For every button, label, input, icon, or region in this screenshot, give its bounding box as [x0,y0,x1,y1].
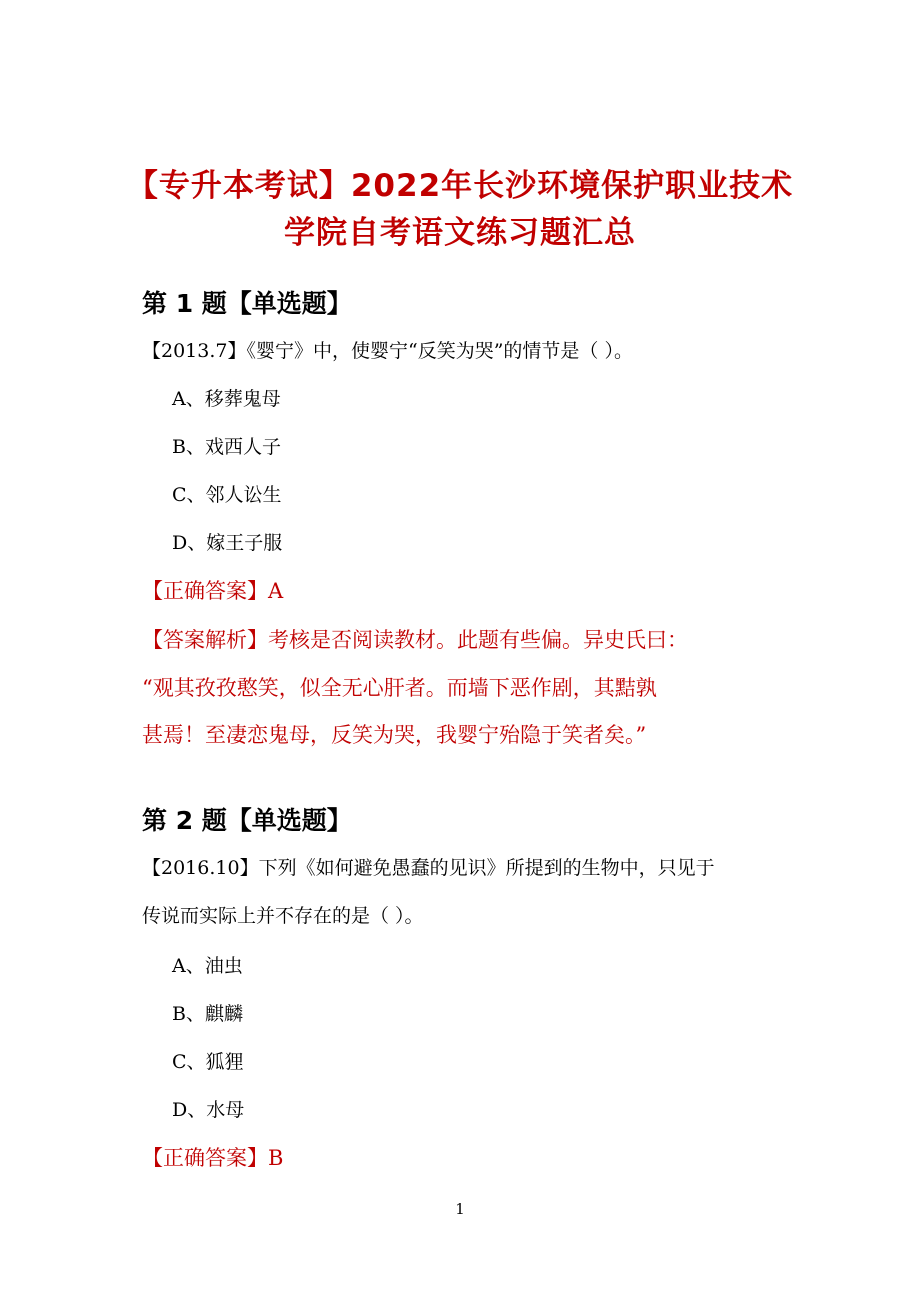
question-2-option-b: B、麒麟 [172,1003,243,1025]
question-2-stem-line-1: 【2016.10】下列《如何避免愚蠢的见识》所提到的生物中，只见于 [142,857,715,879]
document-title-line-2: 学院自考语文练习题汇总 [284,215,636,251]
page-number: 1 [455,1200,465,1218]
question-2-heading: 第 2 题【单选题】 [142,806,352,835]
document-title-line-1: 【专升本考试】2022年长沙环境保护职业技术 [126,168,794,204]
question-1-answer: 【正确答案】A [142,579,284,603]
question-1-option-a: A、移葬鬼母 [172,388,281,410]
question-2-option-a: A、油虫 [172,955,243,977]
question-2-option-c: C、狐狸 [172,1051,244,1073]
question-1-option-b: B、戏西人子 [172,436,281,458]
question-1-heading: 第 1 题【单选题】 [142,289,352,318]
question-2-option-d: D、水母 [172,1099,245,1121]
question-1-stem: 【2013.7】《婴宁》中，使婴宁“反笑为哭”的情节是（ ）。 [142,340,633,362]
question-1-analysis-line-1: 【答案解析】考核是否阅读教材。此题有些偏。异史氏曰： [142,628,688,652]
question-1-option-d: D、嫁王子服 [172,532,283,554]
question-1-analysis-line-2: “观其孜孜憨笑，似全无心肝者。而墙下恶作剧，其黠孰 [142,676,657,700]
question-1-analysis-line-3: 甚焉！至凄恋鬼母，反笑为哭，我婴宁殆隐于笑者矣。” [142,723,647,747]
question-2-stem-line-2: 传说而实际上并不存在的是（ ）。 [142,905,424,927]
question-2-answer: 【正确答案】B [142,1146,284,1170]
question-1-option-c: C、邻人讼生 [172,484,282,506]
